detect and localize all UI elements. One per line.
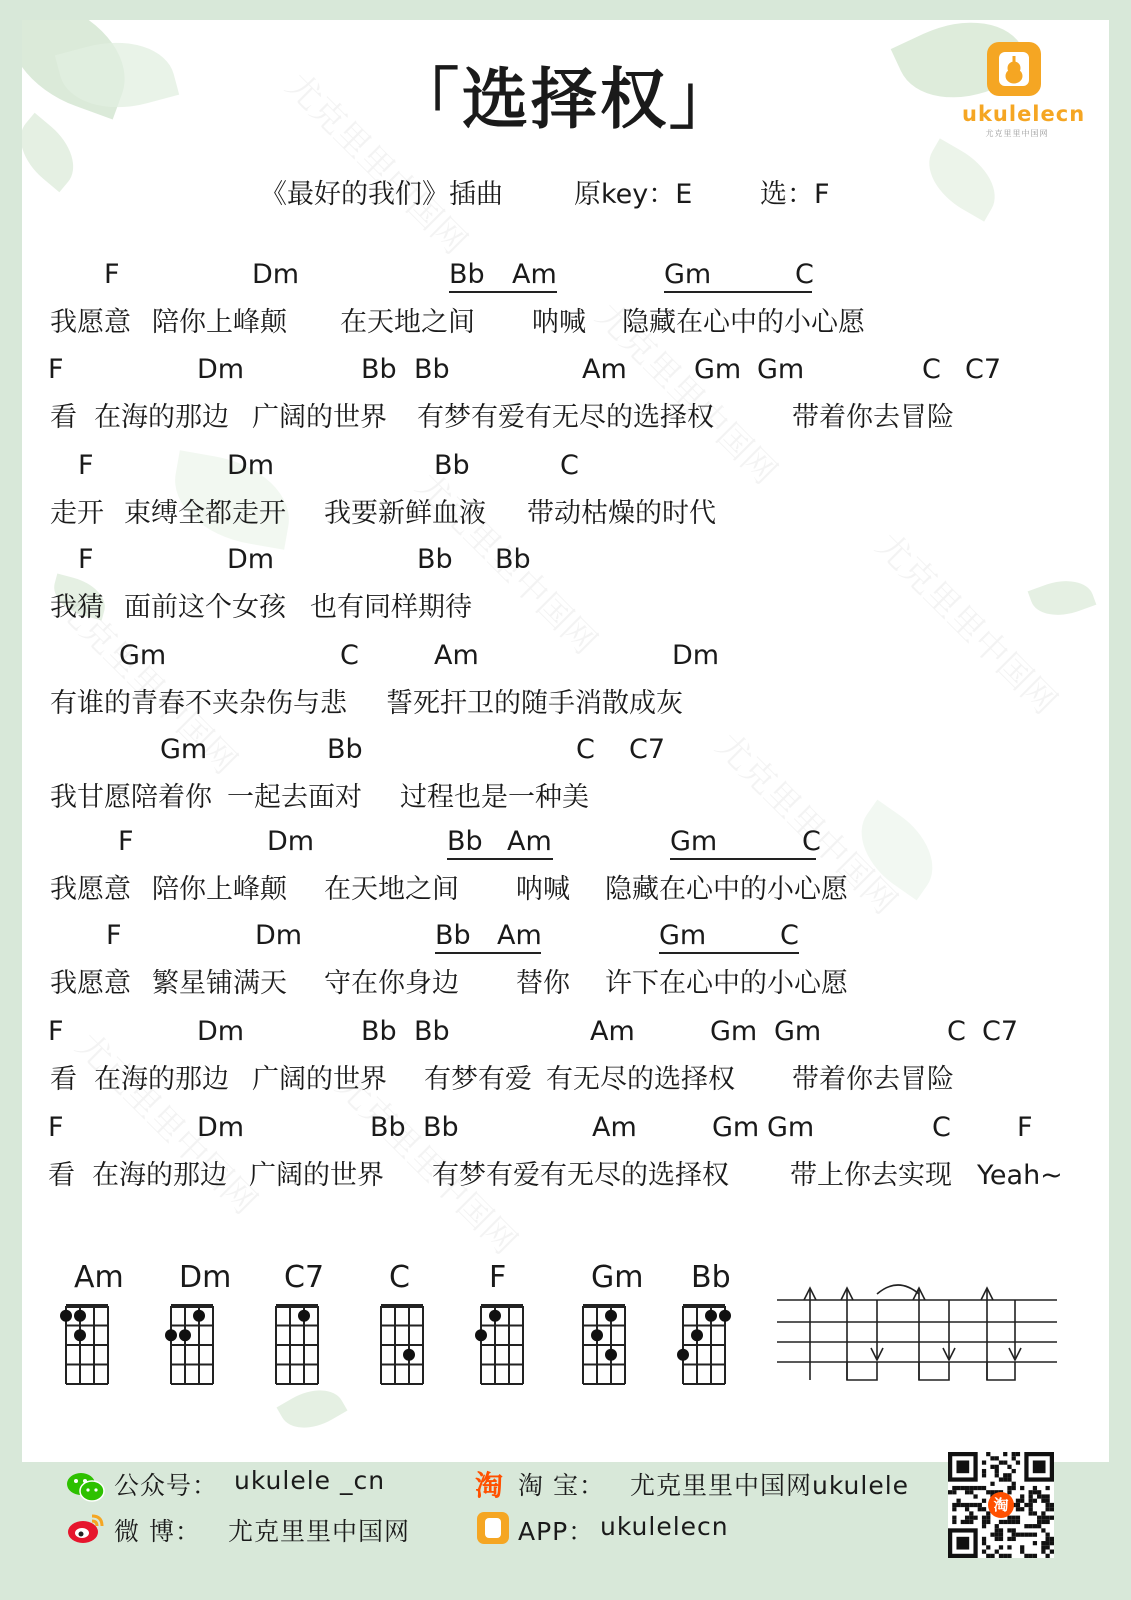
finger-dot: [74, 1310, 86, 1322]
lyric-text: 带着你去冒险: [792, 402, 954, 433]
lyric-text: 我愿意: [50, 968, 131, 999]
lyric-text: 在海的那边: [94, 402, 229, 433]
taobao-store: 尤克里里中国网ukulele: [630, 1471, 910, 1500]
chord-label: C: [340, 640, 359, 671]
lyric-text: 带动枯燥的时代: [527, 498, 716, 529]
lyric-text: 有梦有爱有无尽的选择权: [417, 402, 714, 433]
lyric-text: 呐喊: [516, 874, 570, 905]
lyric-line: [22, 824, 1109, 919]
chord-underline: [670, 858, 816, 860]
lyric-text: 也有同样期待: [310, 592, 472, 623]
chord-label: Bb: [449, 259, 485, 290]
leaf-decoration: [915, 138, 1009, 221]
chord-label: Gm: [774, 1016, 822, 1047]
chord-label: Gm: [664, 259, 712, 290]
chord-label: Am: [512, 259, 557, 290]
chord-diagram-name: Dm: [179, 1260, 232, 1295]
chord-label: Bb: [370, 1112, 406, 1143]
lyric-text: 带上你去实现: [790, 1160, 952, 1191]
chord-label: C7: [629, 734, 666, 765]
finger-dot: [489, 1310, 501, 1322]
lyric-text: 守在你身边: [324, 968, 459, 999]
chord-label: C: [932, 1112, 951, 1143]
finger-dot: [605, 1310, 617, 1322]
chord-label: F: [78, 544, 94, 575]
chord-diagram-grid: [575, 1300, 637, 1386]
lyric-text: 有梦有爱有无尽的选择权: [432, 1160, 729, 1191]
lyric-text: 有梦有爱: [424, 1064, 532, 1095]
wechat-account: ukulele _cn: [234, 1466, 386, 1495]
chord-label: F: [48, 1112, 64, 1143]
logo-text: ukulelecn: [962, 102, 1086, 126]
chord-label: C: [780, 920, 799, 951]
chord-label: Dm: [197, 1112, 245, 1143]
chord-label: Dm: [255, 920, 303, 951]
chord-label: Bb: [495, 544, 531, 575]
lyric-line: [22, 257, 1109, 352]
chord-label: Gm: [757, 354, 805, 385]
chord-label: Bb: [327, 734, 363, 765]
lyric-text: 面前这个女孩: [124, 592, 286, 623]
finger-dot: [165, 1329, 177, 1341]
finger-dot: [691, 1329, 703, 1341]
finger-dot: [605, 1349, 617, 1361]
lyric-text: 有无尽的选择权: [546, 1064, 735, 1095]
lyric-text: 看: [50, 402, 77, 433]
lyric-text: 一起去面对: [227, 782, 362, 813]
chord-diagram-grid: [473, 1300, 535, 1386]
chord-label: C: [795, 259, 814, 290]
chord-underline: [659, 952, 799, 954]
weibo-label: 微 博：: [114, 1517, 201, 1546]
chord-label: C: [947, 1016, 966, 1047]
lyric-line: [22, 1014, 1109, 1109]
lyric-text: 我愿意: [50, 874, 131, 905]
chord-label: Am: [434, 640, 479, 671]
chord-label: C: [560, 450, 579, 481]
chord-label: C: [922, 354, 941, 385]
lyric-text: 呐喊: [532, 307, 586, 338]
chord-label: Dm: [252, 259, 300, 290]
chord-label: C: [576, 734, 595, 765]
chord-diagram-grid: [675, 1300, 737, 1386]
lyric-text: 看: [48, 1160, 75, 1191]
chord-label: Bb: [414, 1016, 450, 1047]
lyric-line: [22, 1110, 1109, 1205]
lyric-text: 束缚全都走开: [124, 498, 286, 529]
chord-label: F: [118, 826, 134, 857]
ukulele-icon: [987, 42, 1041, 96]
chord-diagram-name: Am: [74, 1260, 124, 1295]
finger-dot: [179, 1329, 191, 1341]
chord-diagram-grid: [268, 1300, 330, 1386]
wechat-label: 公众号：: [114, 1471, 219, 1500]
chord-underline: [435, 952, 541, 954]
finger-dot: [403, 1349, 415, 1361]
chord-diagram-name: Gm: [591, 1260, 644, 1295]
finger-dot: [591, 1329, 603, 1341]
chord-underline: [664, 291, 812, 293]
taobao-label: 淘 宝：: [518, 1471, 605, 1500]
weibo-icon: [66, 1512, 106, 1546]
lyric-text: 带着你去冒险: [792, 1064, 954, 1095]
song-source: 《最好的我们》插曲: [260, 179, 503, 210]
finger-dot: [298, 1310, 310, 1322]
chord-label: F: [1017, 1112, 1033, 1143]
chord-label: Gm: [712, 1112, 760, 1143]
lyric-text: 我甘愿陪着你: [50, 782, 212, 813]
app-name: ukulelecn: [600, 1512, 729, 1541]
song-title: 「选择权」: [393, 61, 738, 138]
chord-label: Am: [592, 1112, 637, 1143]
weibo-account: 尤克里里中国网: [228, 1517, 411, 1546]
qr-badge: 淘: [988, 1492, 1014, 1518]
song-sheet: [22, 20, 1109, 1462]
lyric-text: 在天地之间: [340, 307, 475, 338]
leaf-decoration: [277, 1378, 348, 1441]
chord-label: Gm: [694, 354, 742, 385]
chord-label: Dm: [197, 354, 245, 385]
chord-diagram-grid: [163, 1300, 225, 1386]
chord-underline: [449, 291, 557, 293]
chord-label: Gm: [767, 1112, 815, 1143]
lyric-text: 我要新鲜血液: [324, 498, 486, 529]
finger-dot: [705, 1310, 717, 1322]
chord-label: Gm: [160, 734, 208, 765]
lyric-text: 有谁的青春不夹杂伤与悲: [50, 688, 347, 719]
lyric-text: 广阔的世界: [252, 402, 387, 433]
finger-dot: [60, 1310, 72, 1322]
chord-label: Dm: [672, 640, 720, 671]
lyric-line: [22, 448, 1109, 543]
logo-subtext: 尤克里里中国网: [985, 129, 1049, 138]
lyric-line: [22, 918, 1109, 1013]
chord-label: F: [104, 259, 120, 290]
chord-diagram-name: F: [489, 1260, 507, 1295]
chord-label: C7: [982, 1016, 1019, 1047]
chord-diagram-grid: [58, 1300, 120, 1386]
app-label: APP：: [518, 1517, 595, 1546]
chord-label: Gm: [710, 1016, 758, 1047]
chord-label: Am: [497, 920, 542, 951]
chord-label: Bb: [414, 354, 450, 385]
finger-dot: [193, 1310, 205, 1322]
wechat-icon: [66, 1470, 106, 1504]
lyric-text: 替你: [516, 968, 570, 999]
lyric-text: 陪你上峰颠: [152, 874, 287, 905]
ukulelecn-logo: [962, 42, 1086, 142]
lyric-text: 在海的那边: [94, 1064, 229, 1095]
chord-label: Dm: [227, 544, 275, 575]
chord-diagram-grid: [373, 1300, 435, 1386]
finger-dot: [677, 1349, 689, 1361]
lyric-text: 在海的那边: [92, 1160, 227, 1191]
chord-diagram-name: Bb: [691, 1260, 731, 1295]
finger-dot: [74, 1329, 86, 1341]
chord-label: Bb: [417, 544, 453, 575]
chord-label: Bb: [447, 826, 483, 857]
chord-label: Gm: [659, 920, 707, 951]
chord-label: C7: [965, 354, 1002, 385]
app-icon: [477, 1512, 509, 1544]
lyric-text: 广阔的世界: [249, 1160, 384, 1191]
lyric-text: 广阔的世界: [252, 1064, 387, 1095]
lyric-text: 隐藏在心中的小心愿: [622, 307, 865, 338]
chord-label: F: [78, 450, 94, 481]
chord-label: Bb: [434, 450, 470, 481]
lyric-text: 在天地之间: [324, 874, 459, 905]
lyric-text: Yeah~: [977, 1160, 1063, 1191]
finger-dot: [475, 1329, 487, 1341]
chord-label: Bb: [361, 354, 397, 385]
lyric-text: 我愿意: [50, 307, 131, 338]
lyric-line: [22, 638, 1109, 733]
finger-dot: [719, 1310, 731, 1322]
lyric-text: 走开: [50, 498, 104, 529]
chord-label: Dm: [267, 826, 315, 857]
original-key: 原key：E: [574, 179, 693, 210]
lyric-text: 过程也是一种美: [400, 782, 589, 813]
chord-label: Bb: [423, 1112, 459, 1143]
chord-label: F: [48, 1016, 64, 1047]
chord-label: Bb: [435, 920, 471, 951]
chord-label: Dm: [227, 450, 275, 481]
chord-underline: [447, 858, 553, 860]
qr-code: [948, 1452, 1054, 1558]
chord-label: Bb: [361, 1016, 397, 1047]
lyric-text: 看: [50, 1064, 77, 1095]
lyric-text: 隐藏在心中的小心愿: [605, 874, 848, 905]
lyric-line: [22, 732, 1109, 827]
chord-label: Gm: [119, 640, 167, 671]
chord-label: F: [106, 920, 122, 951]
lyric-text: 我猜: [50, 592, 104, 623]
chord-label: C: [802, 826, 821, 857]
lyric-text: 许下在心中的小心愿: [605, 968, 848, 999]
chord-diagram-name: C: [389, 1260, 410, 1295]
chord-label: Gm: [670, 826, 718, 857]
chord-diagram-name: C7: [284, 1260, 325, 1295]
chord-label: Am: [507, 826, 552, 857]
strumming-pattern: [777, 1278, 1062, 1388]
lyric-text: 繁星铺满天: [152, 968, 287, 999]
chord-label: F: [48, 354, 64, 385]
lyric-line: [22, 542, 1109, 637]
lyric-text: 陪你上峰颠: [152, 307, 287, 338]
chord-label: Am: [590, 1016, 635, 1047]
chord-label: Am: [582, 354, 627, 385]
lyric-line: [22, 352, 1109, 447]
taobao-icon: 淘: [475, 1469, 505, 1502]
chord-label: Dm: [197, 1016, 245, 1047]
lyric-text: 誓死扞卫的随手消散成灰: [386, 688, 683, 719]
selected-key: 选：F: [760, 179, 830, 210]
